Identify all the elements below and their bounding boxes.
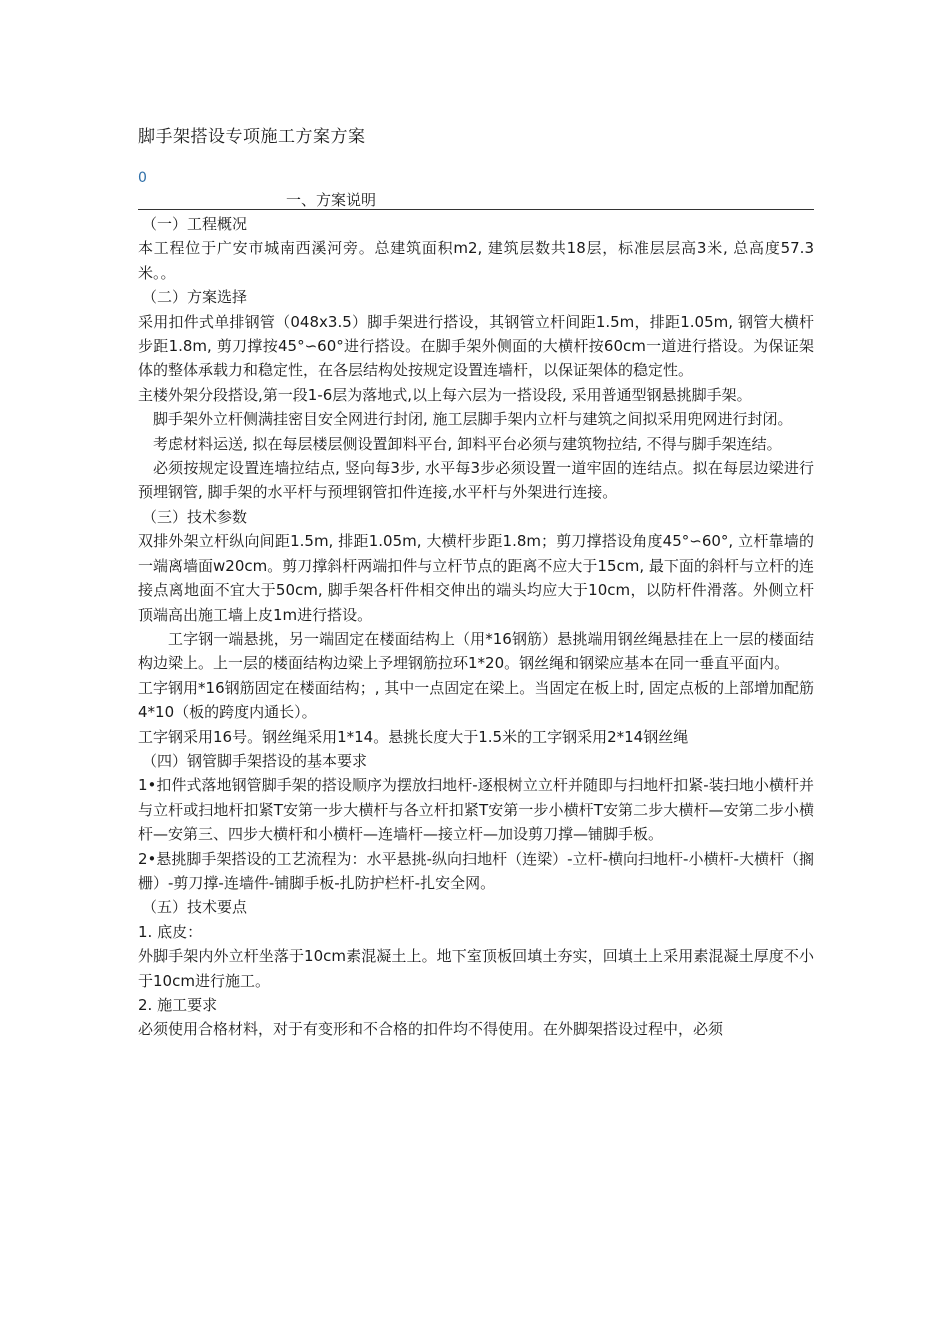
paragraph: 外脚手架内外立杆坐落于10cm素混凝土上。地下室顶板回填土夯实，回填土上采用素混凝土厚度不小于10cm进行施工。 — [138, 947, 814, 990]
list-item: 2•悬挑脚手架搭设的工艺流程为：水平悬挑-纵向扫地杆（连梁）-立杆-横向扫地杆-小横杆-大横杆（搁栅）-剪刀撑-连墙件-铺脚手板-扎防护栏杆-扎安全网。 — [138, 849, 814, 892]
subheading-technical-points: （五）技术要点 — [142, 898, 248, 917]
subheading-basic-requirements: （四）钢管脚手架搭设的基本要求 — [142, 751, 368, 770]
document-title: 脚手架搭设专项施工方案方案 — [138, 127, 366, 147]
paragraph: 采用扣件式单排钢管（048x3.5）脚手架进行搭设，其钢管立杆间距1.5m，排距1.05m, 钢管大横杆步距1.8m, 剪刀撑按45°∽60°进行搭设。在脚手架外侧面的大横杆按60cm一道进行搭设。为保证架体的整体承载力和稳定性，在各层结构处按规定设置连墙杆，以保证架体的稳定性。 — [138, 312, 814, 380]
heading-rule — [138, 209, 814, 210]
paragraph: 本工程位于广安市城南西溪河旁。总建筑面积m2, 建筑层数共18层，标准层层高3米, 总高度57.3米。。 — [138, 239, 814, 282]
subheading-technical-parameters: （三）技术参数 — [142, 507, 248, 526]
paragraph: 工字钢一端悬挑，另一端固定在楼面结构上（用*16钢筋）悬挑端用钢丝绳悬挂在上一层的楼面结构边梁上。上一层的楼面结构边梁上予埋钢筋拉环1*20。钢丝绳和钢梁应基本在同一垂直平面内。 — [138, 629, 814, 673]
list-item: 1•扣件式落地钢管脚手架的搭设顺序为摆放扫地杆-逐根树立立杆并随即与扫地杆扣紧-装扫地小横杆并与立杆或扫地杆扣紧T安第一步大横杆与各立杆扣紧T安第一步小横杆T安第二步大横杆—安第二步小横杆—安第三、四步大横杆和小横杆—连墙杆—接立杆—加设剪刀撑—铺脚手板。 — [138, 776, 814, 844]
paragraph: 必须按规定设置连墙拉结点, 竖向每3步, 水平每3步必须设置一道牢固的连结点。拟在每层边梁进行预埋钢管, 脚手架的水平杆与预埋钢管扣件连接,水平杆与外架进行连接。 — [138, 459, 814, 502]
paragraph: 必须使用合格材料，对于有变形和不合格的扣件均不得使用。在外脚架搭设过程中，必须 — [138, 1020, 724, 1039]
section-heading: 一、方案说明 — [286, 191, 377, 209]
numbered-heading: 2. 施工要求 — [138, 996, 218, 1014]
paragraph: 工字钢用*16钢筋固定在楼面结构；, 其中一点固定在梁上。当固定在板上时, 固定点板的上部增加配筋4*10（板的跨度内通长）。 — [138, 678, 814, 722]
paragraph: 脚手架外立杆侧满挂密目安全网进行封闭, 施工层脚手架内立杆与建筑之间拟采用兜网进行封闭。 — [153, 410, 793, 429]
subheading-overview: （一）工程概况 — [142, 215, 248, 233]
zero-mark: 0 — [138, 170, 147, 186]
paragraph: 主楼外架分段搭设,第一段1-6层为落地式,以上每六层为一搭设段, 采用普通型钢悬挑脚手架。 — [138, 385, 752, 404]
subheading-plan-selection: （二）方案选择 — [142, 288, 248, 307]
paragraph: 工字钢采用16号。钢丝绳采用1*14。悬挑长度大于1.5米的工字钢采用2*14钢丝绳 — [138, 727, 689, 746]
numbered-heading: 1. 底皮： — [138, 922, 203, 941]
paragraph: 考虑材料运送, 拟在每层楼层侧设置卸料平台, 卸料平台必须与建筑物拉结, 不得与脚手架连结。 — [153, 434, 782, 453]
paragraph: 双排外架立杆纵向间距1.5m, 排距1.05m, 大横杆步距1.8m；剪刀撑搭设角度45°∽60°, 立杆靠墙的一端离墙面w20cm。剪刀撑斜杆两端扣件与立杆节点的距离不应大于15cm, 最下面的斜杆与立杆的连接点离地面不宜大于50cm, 脚手架各杆件相交伸出的端头均应大于10cm，以防杆件滑落。外侧立杆顶端高出施工墙上皮1m进行搭设。 — [138, 532, 814, 624]
body-text — [138, 212, 814, 1042]
